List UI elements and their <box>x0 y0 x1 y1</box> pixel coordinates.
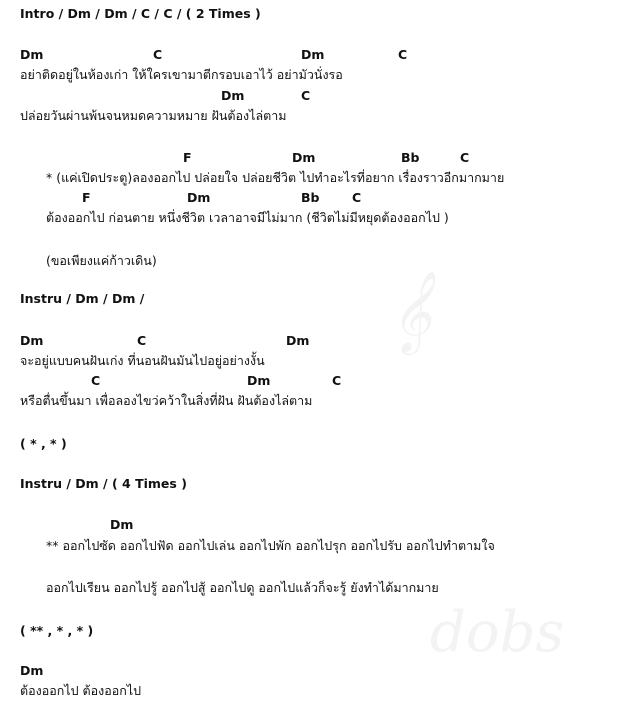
chord: Bb <box>301 190 320 205</box>
chord: C <box>398 47 408 62</box>
chord: C <box>137 333 147 348</box>
chord: F <box>183 150 192 165</box>
instru-line: Instru / Dm / ( 4 Times ) <box>20 476 187 491</box>
chord: Dm <box>286 333 310 348</box>
chord: Dm <box>292 150 316 165</box>
lyric-line: หรือตื่นขึ้นมา เพื่อลองไขว่คว้าในสิ่งที่ฝัน ฝันต้องไล่ตาม <box>20 393 313 408</box>
intro-line: Intro / Dm / Dm / C / C / ( 2 Times ) <box>20 6 261 21</box>
chord: C <box>301 88 311 103</box>
watermark-treble-clef: 𝄞 <box>390 270 432 352</box>
chorus-tag: (ขอเพียงแค่ก้าวเดิน) <box>46 253 157 268</box>
chord: C <box>91 373 101 388</box>
chord: Dm <box>221 88 245 103</box>
lyric-line: ออกไปเรียน ออกไปรู้ ออกไปสู้ ออกไปดู ออกไปแล้วก็จะรู้ ยังทำได้มากมาย <box>46 580 439 595</box>
chord: C <box>332 373 342 388</box>
chord: Dm <box>110 517 134 532</box>
lyric-line: ** ออกไปซัด ออกไปฟัด ออกไปเล่น ออกไปพัก ออกไปรุก ออกไปรับ ออกไปทำตามใจ <box>46 538 495 553</box>
chord: Bb <box>401 150 420 165</box>
chord: Dm <box>20 47 44 62</box>
lyric-line: * (แค่เปิดประตู)ลองออกไป ปล่อยใจ ปล่อยชีวิต ไปทำอะไรที่อยาก เรื่องราวอีกมากมาย <box>46 170 505 185</box>
chord: C <box>460 150 470 165</box>
chord: Dm <box>187 190 211 205</box>
instru-line: Instru / Dm / Dm / <box>20 291 145 306</box>
chord: C <box>153 47 163 62</box>
lyric-line: ปล่อยวันผ่านพ้นจนหมดความหมาย ฝันต้องไล่ตาม <box>20 108 287 123</box>
chord: Dm <box>20 663 44 678</box>
chord: Dm <box>247 373 271 388</box>
lyric-line: ต้องออกไป ต้องออกไป <box>20 683 142 698</box>
chord: F <box>82 190 91 205</box>
chord: Dm <box>20 333 44 348</box>
lyric-line: จะอยู่แบบคนฝันเก่ง ที่นอนฝันมันไปอยู่อย่างงั้น <box>20 353 265 368</box>
repeat-marker: ( ** , * , * ) <box>20 623 94 638</box>
chord: C <box>352 190 362 205</box>
chord: Dm <box>301 47 325 62</box>
lyric-line: อย่าติดอยู่ในห้องเก่า ให้ใครเขามาตีกรอบเอาไว้ อย่ามัวนั่งรอ <box>20 67 343 82</box>
watermark-logo-text: dobs <box>430 600 565 665</box>
repeat-marker: ( * , * ) <box>20 436 67 451</box>
lyric-line: ต้องออกไป ก่อนตาย หนึ่งชีวิต เวลาอาจมีไม่มาก (ชีวิตไม่มีหยุดต้องออกไป ) <box>46 210 449 225</box>
